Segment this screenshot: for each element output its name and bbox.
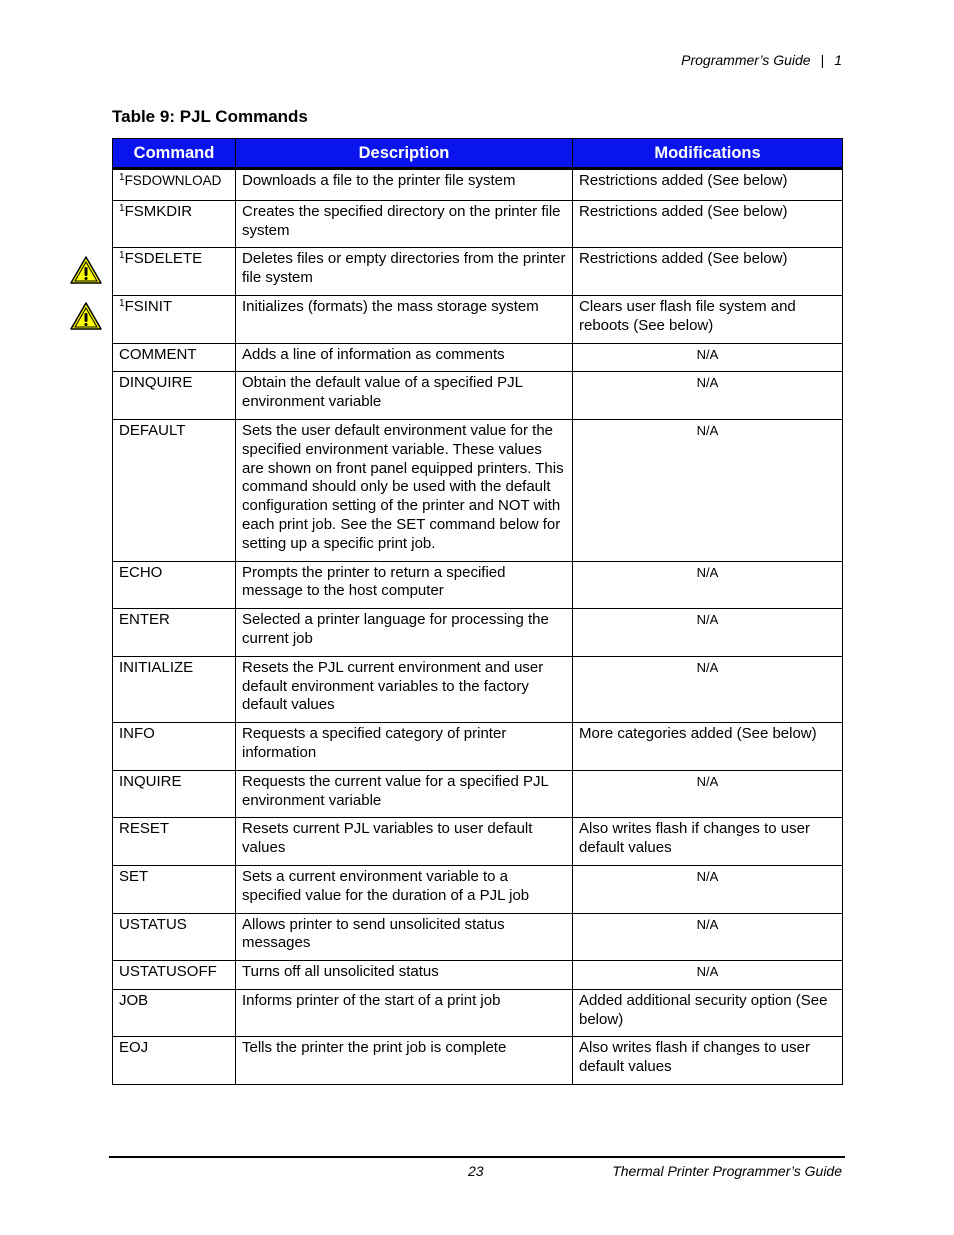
- table-row: [113, 295, 843, 343]
- description-cell: Resets the PJL current environment and user default environment variables to the factory default values: [236, 656, 573, 722]
- command-cell: [113, 818, 236, 866]
- modifications-cell: Also writes flash if changes to user default values: [573, 818, 843, 866]
- warning-icon: [69, 255, 103, 285]
- table-row: [113, 1037, 843, 1085]
- modifications-cell: Clears user flash file system and reboots (See below): [573, 295, 843, 343]
- modifications-cell: Restrictions added (See below): [573, 248, 843, 296]
- command-cell: [113, 295, 236, 343]
- command-cell: [113, 989, 236, 1037]
- command-cell: [113, 1037, 236, 1085]
- command-name: INITIALIZE: [119, 658, 194, 676]
- footnote-marker: 1: [119, 172, 125, 183]
- description-cell: Informs printer of the start of a print job: [236, 989, 573, 1037]
- command-cell: [113, 419, 236, 561]
- table-row: [113, 865, 843, 913]
- table-row: [113, 609, 843, 657]
- footnote-marker: 1: [119, 250, 125, 262]
- table-row: [113, 770, 843, 818]
- command-name: ENTER: [119, 611, 170, 629]
- table-row: [113, 656, 843, 722]
- modifications-cell: Restrictions added (See below): [573, 169, 843, 201]
- command-name: SET: [119, 867, 149, 885]
- description-cell: Sets a current environment variable to a specified value for the duration of a PJL job: [236, 865, 573, 913]
- command-name: INQUIRE: [119, 772, 182, 790]
- column-header-command: Command: [113, 139, 236, 169]
- description-cell: Allows printer to send unsolicited status messages: [236, 913, 573, 961]
- footnote-marker: 1: [119, 202, 125, 214]
- command-name: RESET: [119, 820, 170, 838]
- description-cell: Obtain the default value of a specified PJL environment variable: [236, 372, 573, 420]
- modifications-cell: Restrictions added (See below): [573, 200, 843, 248]
- table-row: [113, 818, 843, 866]
- command-name: USTATUS: [119, 915, 187, 933]
- description-cell: Requests the current value for a specified PJL environment variable: [236, 770, 573, 818]
- table-row: [113, 169, 843, 201]
- footer-title: Thermal Printer Programmer’s Guide: [612, 1163, 842, 1179]
- modifications-cell: N/A: [573, 372, 843, 420]
- description-cell: Adds a line of information as comments: [236, 343, 573, 372]
- warning-icon: [69, 301, 103, 331]
- modifications-cell: N/A: [573, 770, 843, 818]
- command-cell: [113, 961, 236, 990]
- table-row: [113, 961, 843, 990]
- command-cell: [113, 770, 236, 818]
- modifications-cell: N/A: [573, 343, 843, 372]
- table-row: [113, 989, 843, 1037]
- command-name: JOB: [119, 991, 149, 1009]
- command-name: COMMENT: [119, 345, 197, 363]
- command-name: FSMKDIR: [124, 202, 193, 220]
- modifications-cell: N/A: [573, 913, 843, 961]
- command-cell: [113, 169, 236, 201]
- command-name: EOJ: [119, 1039, 149, 1057]
- table-body: [113, 169, 843, 1085]
- description-cell: Requests a specified category of printer information: [236, 723, 573, 771]
- footer-rule: [109, 1156, 845, 1158]
- command-name: DINQUIRE: [119, 374, 193, 392]
- table-row: [113, 372, 843, 420]
- command-name: DEFAULT: [119, 421, 186, 439]
- table-row: [113, 913, 843, 961]
- page-number: 23: [468, 1163, 484, 1179]
- running-header-title: Programmer’s Guide: [681, 52, 811, 68]
- running-header-page: 1: [834, 52, 842, 68]
- command-name: ECHO: [119, 563, 163, 581]
- command-cell: [113, 656, 236, 722]
- modifications-cell: Added additional security option (See below): [573, 989, 843, 1037]
- command-cell: [113, 561, 236, 609]
- description-cell: Deletes files or empty directories from the printer file system: [236, 248, 573, 296]
- table-row: [113, 343, 843, 372]
- description-cell: Selected a printer language for processing the current job: [236, 609, 573, 657]
- modifications-cell: N/A: [573, 419, 843, 561]
- modifications-cell: Also writes flash if changes to user default values: [573, 1037, 843, 1085]
- modifications-cell: N/A: [573, 609, 843, 657]
- pjl-commands-table: [112, 138, 843, 1085]
- description-cell: Initializes (formats) the mass storage system: [236, 295, 573, 343]
- description-cell: Prompts the printer to return a specified message to the host computer: [236, 561, 573, 609]
- command-cell: [113, 200, 236, 248]
- command-cell: [113, 372, 236, 420]
- command-cell: [113, 343, 236, 372]
- modifications-cell: N/A: [573, 561, 843, 609]
- modifications-cell: N/A: [573, 656, 843, 722]
- modifications-cell: More categories added (See below): [573, 723, 843, 771]
- command-cell: [113, 865, 236, 913]
- modifications-cell: N/A: [573, 961, 843, 990]
- description-cell: Sets the user default environment value for the specified environment variable. These values are shown on front panel equipped printers. This command should only be used with the default configuration setting of the printer and NOT with each print job. See the SET command below for setting up a specific print job.: [236, 419, 573, 561]
- table-header-row: [113, 139, 843, 169]
- modifications-cell: N/A: [573, 865, 843, 913]
- command-name: FSDOWNLOAD: [124, 173, 222, 188]
- description-cell: Turns off all unsolicited status: [236, 961, 573, 990]
- table-caption: Table 9: PJL Commands: [112, 107, 308, 126]
- table-row: [113, 419, 843, 561]
- command-name: FSINIT: [124, 297, 173, 315]
- running-header-separator: |: [820, 52, 825, 68]
- command-name: FSDELETE: [124, 250, 203, 268]
- column-header-modifications: Modifications: [573, 139, 843, 169]
- column-header-description: Description: [236, 139, 573, 169]
- table-row: [113, 248, 843, 296]
- command-name: INFO: [119, 725, 155, 743]
- table-row: [113, 200, 843, 248]
- table-row: [113, 723, 843, 771]
- command-cell: [113, 723, 236, 771]
- description-cell: Tells the printer the print job is complete: [236, 1037, 573, 1085]
- description-cell: Resets current PJL variables to user default values: [236, 818, 573, 866]
- command-cell: [113, 248, 236, 296]
- footnote-marker: 1: [119, 297, 125, 309]
- command-cell: [113, 609, 236, 657]
- command-cell: [113, 913, 236, 961]
- running-header: [681, 52, 842, 68]
- command-name: USTATUSOFF: [119, 963, 217, 981]
- table-row: [113, 561, 843, 609]
- description-cell: Downloads a file to the printer file system: [236, 169, 573, 201]
- description-cell: Creates the specified directory on the printer file system: [236, 200, 573, 248]
